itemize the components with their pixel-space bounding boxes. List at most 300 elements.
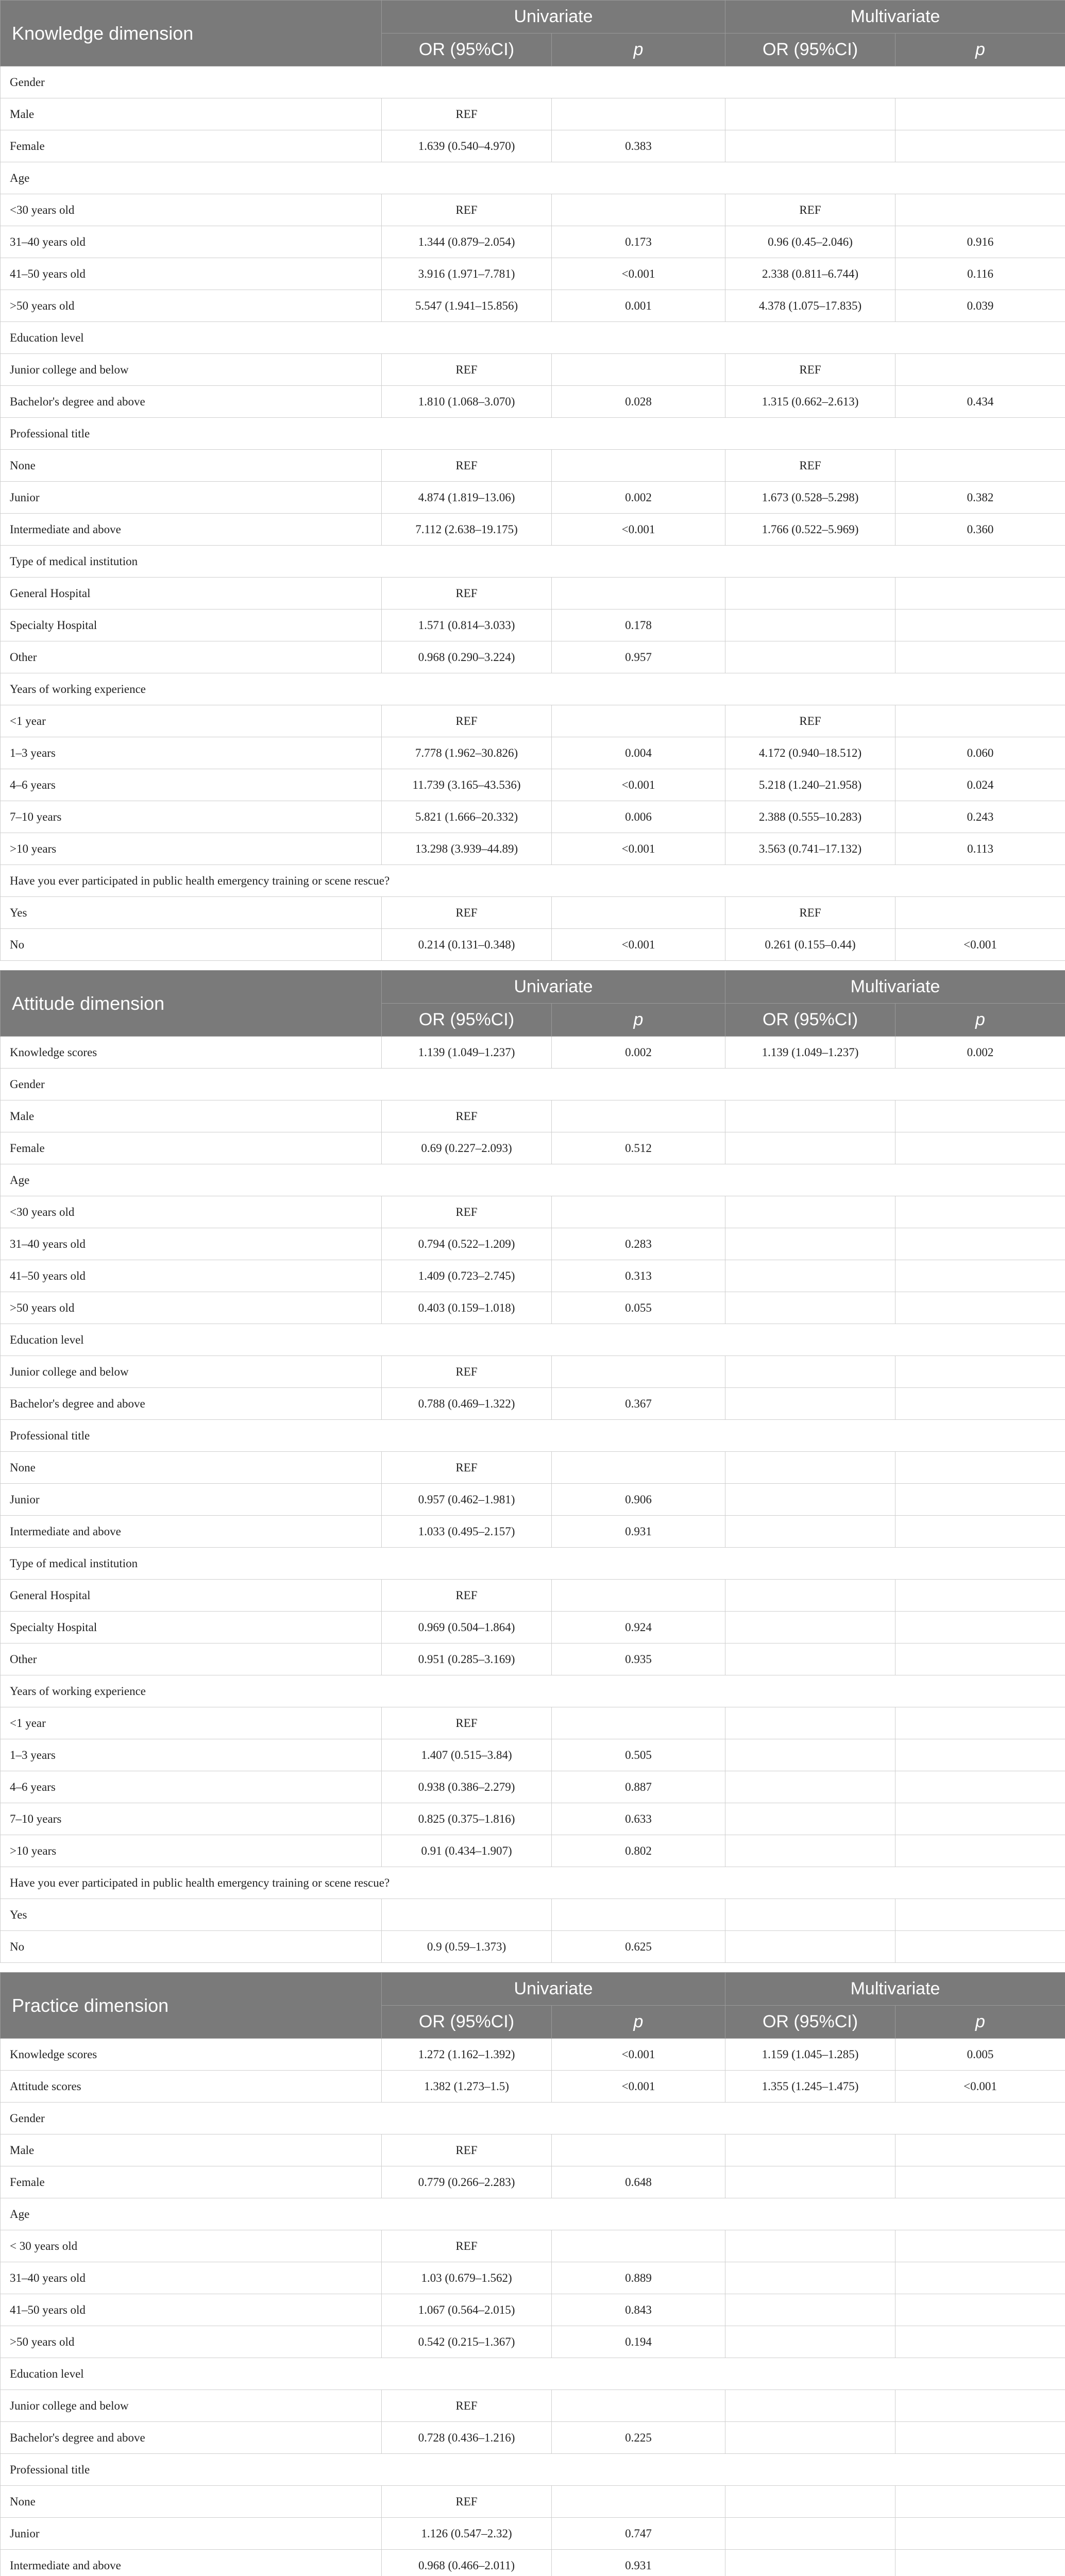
univariate-p-cell: 0.924 <box>552 1612 725 1643</box>
univariate-or-cell: REF <box>382 98 552 130</box>
multivariate-p-cell: 0.116 <box>895 258 1065 290</box>
row-label: 1–3 years <box>1 1739 382 1771</box>
row-label: Other <box>1 1643 382 1675</box>
table-row <box>1 1260 1065 1292</box>
row-label: Knowledge scores <box>1 1037 382 1069</box>
multivariate-or-cell: REF <box>725 705 895 737</box>
variable-group-row <box>1 546 1065 578</box>
multivariate-or-cell <box>725 2326 895 2358</box>
univariate-or-cell: 7.778 (1.962–30.826) <box>382 737 552 769</box>
multivariate-or-cell <box>725 1803 895 1835</box>
univariate-or-cell: REF <box>382 450 552 482</box>
univariate-p-cell <box>552 1899 725 1931</box>
row-label: None <box>1 450 382 482</box>
univariate-or-cell: 0.214 (0.131–0.348) <box>382 929 552 961</box>
multivariate-p-cell <box>895 2134 1065 2166</box>
row-label: 31–40 years old <box>1 2262 382 2294</box>
table-row <box>1 2166 1065 2198</box>
variable-group-row <box>1 1324 1065 1356</box>
multivariate-p-cell <box>895 1803 1065 1835</box>
univariate-or-cell: REF <box>382 897 552 929</box>
variable-group-row <box>1 1420 1065 1452</box>
multivariate-or-cell <box>725 2422 895 2454</box>
row-label: 31–40 years old <box>1 226 382 258</box>
multivariate-p-cell <box>895 2486 1065 2518</box>
multivariate-p-cell: 0.002 <box>895 1037 1065 1069</box>
univariate-p-cell: 0.173 <box>552 226 725 258</box>
multivariate-p-cell <box>895 2230 1065 2262</box>
row-label: General Hospital <box>1 578 382 609</box>
table-row <box>1 194 1065 226</box>
multivariate-or-cell: 1.355 (1.245–1.475) <box>725 2071 895 2103</box>
univariate-p-cell: 0.505 <box>552 1739 725 1771</box>
table-row <box>1 1899 1065 1931</box>
row-label: Male <box>1 98 382 130</box>
row-label: Junior college and below <box>1 354 382 386</box>
univariate-p-cell: 0.004 <box>552 737 725 769</box>
row-label: <30 years old <box>1 194 382 226</box>
multivariate-or-cell: 4.378 (1.075–17.835) <box>725 290 895 322</box>
multivariate-or-cell <box>725 1931 895 1963</box>
variable-group-label: Age <box>1 162 1065 194</box>
table-row <box>1 705 1065 737</box>
variable-group-row <box>1 1867 1065 1899</box>
univariate-p-cell <box>552 705 725 737</box>
univariate-p-cell: 0.028 <box>552 386 725 418</box>
row-label: >10 years <box>1 1835 382 1867</box>
table-row <box>1 514 1065 546</box>
row-label: >10 years <box>1 833 382 865</box>
multivariate-or-cell: 0.261 (0.155–0.44) <box>725 929 895 961</box>
multivariate-or-cell <box>725 1835 895 1867</box>
table-row <box>1 450 1065 482</box>
univariate-or-cell: 0.542 (0.215–1.367) <box>382 2326 552 2358</box>
univariate-p-cell: 0.957 <box>552 641 725 673</box>
univariate-or-cell: 3.916 (1.971–7.781) <box>382 258 552 290</box>
table-row <box>1 2262 1065 2294</box>
table-row <box>1 737 1065 769</box>
multivariate-or-cell <box>725 2486 895 2518</box>
multivariate-p-cell: 0.005 <box>895 2039 1065 2071</box>
table-row <box>1 2039 1065 2071</box>
multivariate-or-cell: 2.388 (0.555–10.283) <box>725 801 895 833</box>
row-label: Bachelor's degree and above <box>1 386 382 418</box>
multivariate-or-cell <box>725 1771 895 1803</box>
table-row <box>1 354 1065 386</box>
table-row <box>1 1739 1065 1771</box>
multivariate-p-cell <box>895 2326 1065 2358</box>
multivariate-p-cell <box>895 2422 1065 2454</box>
univariate-p-cell: <0.001 <box>552 2039 725 2071</box>
multivariate-or-cell: REF <box>725 354 895 386</box>
multivariate-or-cell: 1.766 (0.522–5.969) <box>725 514 895 546</box>
table-body <box>1 1 1065 2576</box>
univariate-or-cell: 5.547 (1.941–15.856) <box>382 290 552 322</box>
univariate-p-cell: <0.001 <box>552 2071 725 2103</box>
univariate-p-cell <box>552 897 725 929</box>
univariate-p-cell: 0.367 <box>552 1388 725 1420</box>
table-row <box>1 2390 1065 2422</box>
row-label: Intermediate and above <box>1 1516 382 1548</box>
section-header <box>1 1 1065 33</box>
table-row <box>1 2422 1065 2454</box>
univariate-or-cell: REF <box>382 1356 552 1388</box>
univariate-p-cell: <0.001 <box>552 258 725 290</box>
univariate-or-cell: 0.9 (0.59–1.373) <box>382 1931 552 1963</box>
table-row <box>1 1580 1065 1612</box>
row-label: Junior <box>1 482 382 514</box>
univariate-or-cell: 13.298 (3.939–44.89) <box>382 833 552 865</box>
table-row <box>1 641 1065 673</box>
multivariate-or-cell: 1.159 (1.045–1.285) <box>725 2039 895 2071</box>
section-header <box>1 1973 1065 2006</box>
variable-group-label: Professional title <box>1 2454 1065 2486</box>
row-label: Attitude scores <box>1 2071 382 2103</box>
univariate-or-cell: REF <box>382 194 552 226</box>
row-label: Junior college and below <box>1 1356 382 1388</box>
variable-group-label: Years of working experience <box>1 673 1065 705</box>
univariate-or-cell: REF <box>382 578 552 609</box>
section-spacer <box>1 1963 1065 1973</box>
univariate-or-cell: 1.382 (1.273–1.5) <box>382 2071 552 2103</box>
row-label: Junior <box>1 2518 382 2550</box>
multivariate-p-cell <box>895 2294 1065 2326</box>
row-label: 41–50 years old <box>1 2294 382 2326</box>
multivariate-p-header: p <box>895 1004 1065 1037</box>
univariate-or-header: OR (95%CI) <box>382 33 552 66</box>
multivariate-p-header: p <box>895 2006 1065 2039</box>
univariate-or-cell: REF <box>382 2486 552 2518</box>
multivariate-or-cell <box>725 1612 895 1643</box>
univariate-header: Univariate <box>382 1 725 33</box>
univariate-p-cell: 0.931 <box>552 1516 725 1548</box>
variable-group-row <box>1 322 1065 354</box>
row-label: 41–50 years old <box>1 1260 382 1292</box>
univariate-or-cell: 0.91 (0.434–1.907) <box>382 1835 552 1867</box>
variable-group-label: Gender <box>1 2103 1065 2134</box>
multivariate-p-cell: 0.434 <box>895 386 1065 418</box>
variable-group-label: Have you ever participated in public health emergency training or scene rescue? <box>1 1867 1065 1899</box>
multivariate-or-cell <box>725 98 895 130</box>
univariate-or-header: OR (95%CI) <box>382 1004 552 1037</box>
univariate-p-cell <box>552 450 725 482</box>
univariate-p-cell <box>552 1356 725 1388</box>
multivariate-p-cell <box>895 1612 1065 1643</box>
variable-group-row <box>1 1164 1065 1196</box>
multivariate-p-cell <box>895 2518 1065 2550</box>
row-label: No <box>1 1931 382 1963</box>
multivariate-p-cell <box>895 1931 1065 1963</box>
univariate-or-cell: 0.728 (0.436–1.216) <box>382 2422 552 2454</box>
variable-group-row <box>1 2198 1065 2230</box>
univariate-p-cell <box>552 354 725 386</box>
univariate-or-cell: 0.938 (0.386–2.279) <box>382 1771 552 1803</box>
section-spacer <box>1 961 1065 971</box>
row-label: None <box>1 1452 382 1484</box>
section-title: Knowledge dimension <box>1 1 382 66</box>
table-row <box>1 1707 1065 1739</box>
row-label: >50 years old <box>1 290 382 322</box>
row-label: Specialty Hospital <box>1 609 382 641</box>
table-row <box>1 2230 1065 2262</box>
univariate-or-cell: 11.739 (3.165–43.536) <box>382 769 552 801</box>
variable-group-label: Education level <box>1 1324 1065 1356</box>
multivariate-p-cell <box>895 1228 1065 1260</box>
multivariate-p-cell: 0.113 <box>895 833 1065 865</box>
univariate-or-cell: REF <box>382 1580 552 1612</box>
row-label: Yes <box>1 897 382 929</box>
univariate-p-cell: 0.283 <box>552 1228 725 1260</box>
row-label: No <box>1 929 382 961</box>
table-row <box>1 897 1065 929</box>
table-row <box>1 482 1065 514</box>
variable-group-row <box>1 1069 1065 1100</box>
variable-group-label: Education level <box>1 2358 1065 2390</box>
multivariate-p-cell: 0.360 <box>895 514 1065 546</box>
table-row <box>1 1452 1065 1484</box>
univariate-or-cell: REF <box>382 354 552 386</box>
univariate-p-cell: 0.887 <box>552 1771 725 1803</box>
univariate-p-cell: 0.625 <box>552 1931 725 1963</box>
univariate-p-cell: <0.001 <box>552 833 725 865</box>
multivariate-p-cell: 0.916 <box>895 226 1065 258</box>
multivariate-or-cell <box>725 1452 895 1484</box>
univariate-or-cell: 1.272 (1.162–1.392) <box>382 2039 552 2071</box>
row-label: None <box>1 2486 382 2518</box>
multivariate-or-cell <box>725 1356 895 1388</box>
multivariate-p-cell <box>895 1260 1065 1292</box>
univariate-or-cell: 1.409 (0.723–2.745) <box>382 1260 552 1292</box>
multivariate-or-cell <box>725 2166 895 2198</box>
univariate-p-cell: 0.383 <box>552 130 725 162</box>
multivariate-or-cell <box>725 1260 895 1292</box>
multivariate-or-cell <box>725 1100 895 1132</box>
multivariate-or-cell <box>725 1388 895 1420</box>
multivariate-p-cell <box>895 1452 1065 1484</box>
multivariate-or-cell <box>725 1643 895 1675</box>
variable-group-label: Professional title <box>1 418 1065 450</box>
table-row <box>1 929 1065 961</box>
multivariate-or-cell <box>725 1739 895 1771</box>
univariate-or-cell: 0.968 (0.290–3.224) <box>382 641 552 673</box>
multivariate-or-cell <box>725 2294 895 2326</box>
univariate-or-cell: REF <box>382 1707 552 1739</box>
univariate-p-cell: 0.194 <box>552 2326 725 2358</box>
row-label: Junior <box>1 1484 382 1516</box>
multivariate-or-cell <box>725 2262 895 2294</box>
multivariate-p-cell <box>895 609 1065 641</box>
table-row <box>1 1612 1065 1643</box>
univariate-p-cell <box>552 2486 725 2518</box>
table-row <box>1 1228 1065 1260</box>
variable-group-label: Gender <box>1 1069 1065 1100</box>
multivariate-or-cell <box>725 2550 895 2576</box>
multivariate-p-cell <box>895 1132 1065 1164</box>
univariate-or-cell: 0.969 (0.504–1.864) <box>382 1612 552 1643</box>
univariate-p-cell: 0.633 <box>552 1803 725 1835</box>
row-label: 31–40 years old <box>1 1228 382 1260</box>
row-label: Female <box>1 2166 382 2198</box>
univariate-p-cell: 0.802 <box>552 1835 725 1867</box>
table-row <box>1 1356 1065 1388</box>
table-row <box>1 1132 1065 1164</box>
table-row <box>1 2518 1065 2550</box>
univariate-p-cell: 0.006 <box>552 801 725 833</box>
row-label: General Hospital <box>1 1580 382 1612</box>
row-label: 1–3 years <box>1 737 382 769</box>
univariate-or-cell: 0.69 (0.227–2.093) <box>382 1132 552 1164</box>
row-label: Yes <box>1 1899 382 1931</box>
row-label: >50 years old <box>1 2326 382 2358</box>
multivariate-or-cell: 1.315 (0.662–2.613) <box>725 386 895 418</box>
table-row <box>1 2486 1065 2518</box>
multivariate-or-header: OR (95%CI) <box>725 2006 895 2039</box>
multivariate-p-cell <box>895 1771 1065 1803</box>
univariate-p-cell: 0.002 <box>552 482 725 514</box>
univariate-p-cell: <0.001 <box>552 769 725 801</box>
multivariate-or-cell: REF <box>725 194 895 226</box>
univariate-p-cell <box>552 98 725 130</box>
univariate-or-cell: 1.810 (1.068–3.070) <box>382 386 552 418</box>
multivariate-or-cell <box>725 1580 895 1612</box>
multivariate-or-cell: 2.338 (0.811–6.744) <box>725 258 895 290</box>
univariate-p-cell: 0.002 <box>552 1037 725 1069</box>
variable-group-label: Have you ever participated in public health emergency training or scene rescue? <box>1 865 1065 897</box>
multivariate-or-cell <box>725 578 895 609</box>
table-row <box>1 98 1065 130</box>
table-row <box>1 578 1065 609</box>
multivariate-p-cell <box>895 194 1065 226</box>
univariate-p-cell: 0.001 <box>552 290 725 322</box>
variable-group-label: Age <box>1 2198 1065 2230</box>
univariate-or-cell: 1.407 (0.515–3.84) <box>382 1739 552 1771</box>
table-row <box>1 609 1065 641</box>
variable-group-label: Education level <box>1 322 1065 354</box>
variable-group-row <box>1 2358 1065 2390</box>
univariate-p-cell: 0.843 <box>552 2294 725 2326</box>
multivariate-p-cell <box>895 1899 1065 1931</box>
row-label: Male <box>1 2134 382 2166</box>
multivariate-or-cell <box>725 1228 895 1260</box>
variable-group-label: Type of medical institution <box>1 1548 1065 1580</box>
univariate-or-cell: 1.067 (0.564–2.015) <box>382 2294 552 2326</box>
multivariate-p-cell <box>895 2166 1065 2198</box>
multivariate-or-cell: 5.218 (1.240–21.958) <box>725 769 895 801</box>
table-row <box>1 1292 1065 1324</box>
multivariate-p-cell <box>895 2550 1065 2576</box>
univariate-or-cell: 0.825 (0.375–1.816) <box>382 1803 552 1835</box>
multivariate-or-header: OR (95%CI) <box>725 1004 895 1037</box>
row-label: Male <box>1 1100 382 1132</box>
multivariate-or-cell <box>725 1196 895 1228</box>
variable-group-row <box>1 66 1065 98</box>
univariate-or-cell: REF <box>382 2390 552 2422</box>
multivariate-p-cell <box>895 641 1065 673</box>
spacer-cell <box>1 961 1065 971</box>
multivariate-p-cell: 0.243 <box>895 801 1065 833</box>
univariate-or-cell: 5.821 (1.666–20.332) <box>382 801 552 833</box>
univariate-or-cell: 1.033 (0.495–2.157) <box>382 1516 552 1548</box>
table-row <box>1 769 1065 801</box>
univariate-or-cell: 1.344 (0.879–2.054) <box>382 226 552 258</box>
multivariate-p-cell: 0.024 <box>895 769 1065 801</box>
variable-group-label: Professional title <box>1 1420 1065 1452</box>
table-row <box>1 226 1065 258</box>
row-label: <1 year <box>1 705 382 737</box>
variable-group-label: Type of medical institution <box>1 546 1065 578</box>
variable-group-label: Years of working experience <box>1 1675 1065 1707</box>
multivariate-p-cell <box>895 1356 1065 1388</box>
row-label: Intermediate and above <box>1 2550 382 2576</box>
multivariate-p-cell: <0.001 <box>895 2071 1065 2103</box>
univariate-p-cell <box>552 1100 725 1132</box>
table-row <box>1 1037 1065 1069</box>
univariate-p-cell: 0.935 <box>552 1643 725 1675</box>
table-row <box>1 1100 1065 1132</box>
variable-group-row <box>1 1675 1065 1707</box>
multivariate-or-cell <box>725 1484 895 1516</box>
multivariate-p-cell <box>895 1643 1065 1675</box>
multivariate-or-cell <box>725 1292 895 1324</box>
univariate-p-cell: 0.648 <box>552 2166 725 2198</box>
row-label: Bachelor's degree and above <box>1 2422 382 2454</box>
multivariate-or-cell <box>725 1899 895 1931</box>
univariate-p-cell: <0.001 <box>552 929 725 961</box>
univariate-header: Univariate <box>382 971 725 1004</box>
variable-group-row <box>1 865 1065 897</box>
multivariate-or-cell: REF <box>725 897 895 929</box>
univariate-p-cell: <0.001 <box>552 514 725 546</box>
table-row <box>1 1771 1065 1803</box>
table-row <box>1 1484 1065 1516</box>
table-row <box>1 1388 1065 1420</box>
table-row <box>1 2134 1065 2166</box>
variable-group-row <box>1 673 1065 705</box>
univariate-or-cell: 0.951 (0.285–3.169) <box>382 1643 552 1675</box>
multivariate-or-cell <box>725 609 895 641</box>
row-label: 7–10 years <box>1 1803 382 1835</box>
multivariate-p-cell <box>895 1388 1065 1420</box>
multivariate-p-cell: 0.382 <box>895 482 1065 514</box>
row-label: 4–6 years <box>1 1771 382 1803</box>
row-label: >50 years old <box>1 1292 382 1324</box>
table-row <box>1 2326 1065 2358</box>
univariate-p-cell: 0.313 <box>552 1260 725 1292</box>
univariate-p-header: p <box>552 1004 725 1037</box>
multivariate-p-cell <box>895 450 1065 482</box>
variable-group-label: Age <box>1 1164 1065 1196</box>
univariate-or-cell: REF <box>382 2134 552 2166</box>
univariate-or-header: OR (95%CI) <box>382 2006 552 2039</box>
variable-group-row <box>1 162 1065 194</box>
table-row <box>1 2294 1065 2326</box>
multivariate-or-cell <box>725 2134 895 2166</box>
table-row <box>1 290 1065 322</box>
row-label: Female <box>1 130 382 162</box>
univariate-p-cell <box>552 2390 725 2422</box>
univariate-p-cell: 0.512 <box>552 1132 725 1164</box>
univariate-p-cell <box>552 1707 725 1739</box>
univariate-p-cell: 0.178 <box>552 609 725 641</box>
multivariate-or-header: OR (95%CI) <box>725 33 895 66</box>
table-row <box>1 1643 1065 1675</box>
univariate-p-cell: 0.889 <box>552 2262 725 2294</box>
row-label: Bachelor's degree and above <box>1 1388 382 1420</box>
multivariate-header: Multivariate <box>725 971 1065 1004</box>
multivariate-or-cell: 1.139 (1.049–1.237) <box>725 1037 895 1069</box>
multivariate-p-cell <box>895 897 1065 929</box>
multivariate-or-cell: 3.563 (0.741–17.132) <box>725 833 895 865</box>
